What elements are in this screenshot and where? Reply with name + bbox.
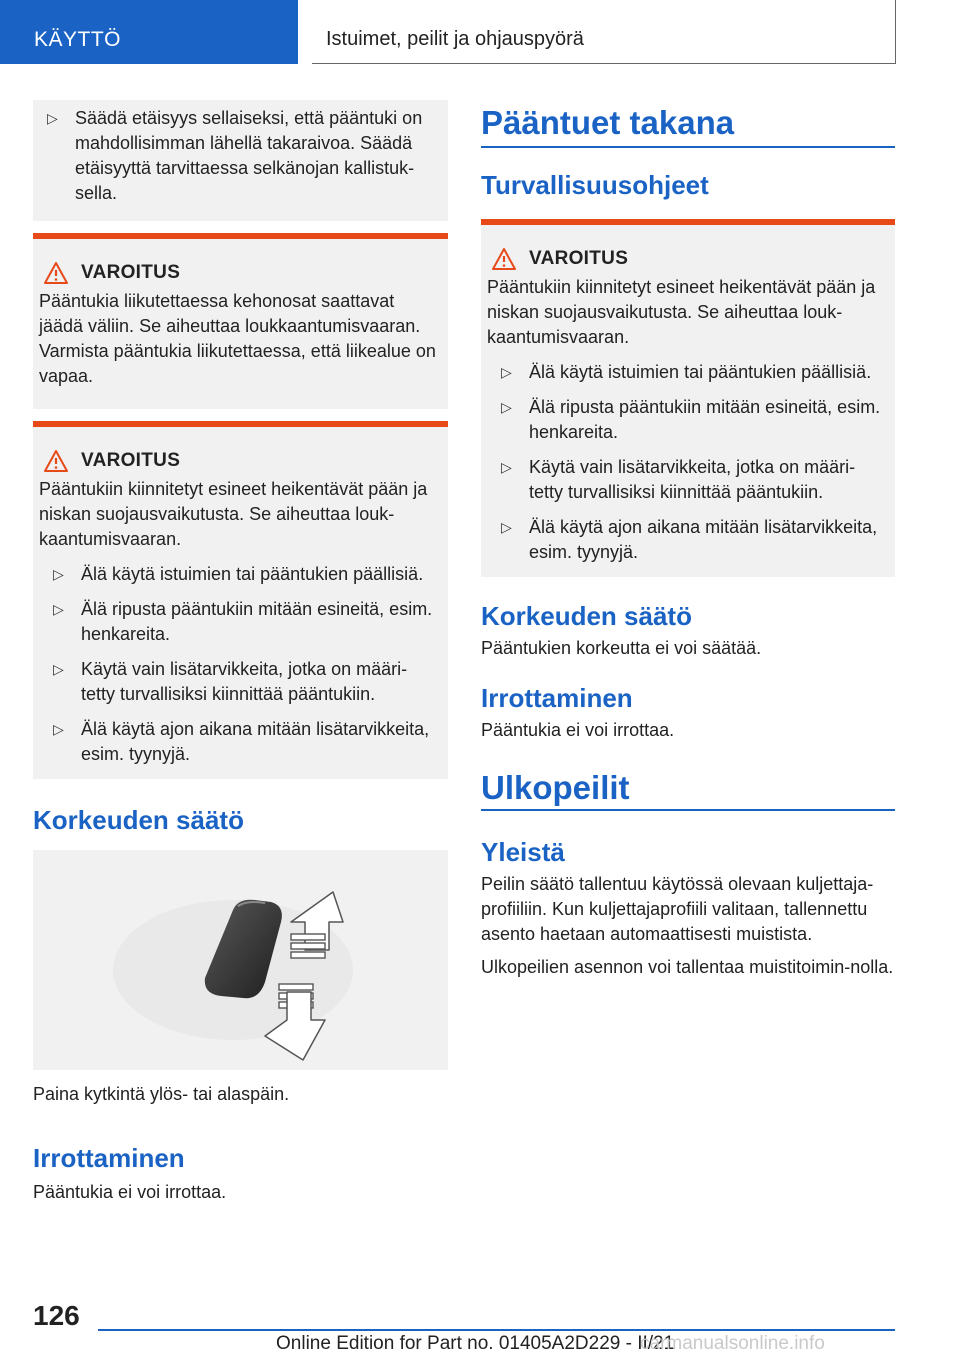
warning-text: Pääntukia liikutettaessa kehonosat saattavat jäädä väliin. Se aiheuttaa loukkaantumisvaaran. Varmista pääntukia liikutettaessa, että liikealue on vapaa. <box>39 291 436 386</box>
warning-triangle-icon <box>491 247 517 271</box>
general-paragraph-2: Ulkopeilien asennon voi tallentaa muistitoimin-nolla. <box>481 957 894 977</box>
section-title: Pääntuet takana <box>481 104 895 148</box>
intro-bullet-text: Säädä etäisyys sellaiseksi, että pääntuki on mahdollisimman lähellä takaraivoa. Säädä etäisyyttä tarvittaessa selkänojan kallistuk-sella. <box>75 108 423 203</box>
triangle-right-bullet-icon: ▷ <box>53 661 64 677</box>
height-adjust-heading: Korkeuden säätö <box>33 805 244 835</box>
warning-box-1 <box>33 233 448 409</box>
list-item <box>487 455 887 505</box>
warning-title: VAROITUS <box>81 450 181 471</box>
triangle-right-bullet-icon: ▷ <box>501 459 512 475</box>
list-item-text: Älä käytä istuimien tai pääntukien päällisiä. <box>81 564 424 584</box>
right-column <box>481 104 895 980</box>
list-item-text: Älä ripusta pääntukiin mitään esineitä, esim. henkareita. <box>529 397 881 442</box>
safety-heading: Turvallisuusohjeet <box>481 170 709 200</box>
warning-title: VAROITUS <box>81 262 181 283</box>
header-section-tab <box>0 0 298 64</box>
intro-bullet <box>33 106 440 206</box>
triangle-right-bullet-icon: ▷ <box>501 399 512 415</box>
general-paragraph-1: Peilin säätö tallentuu käytössä olevaan kuljettaja-profiiliin. Kun kuljettajaprofiili valitaan, tallennettu asento haetaan automaattisesti muistista. <box>481 874 874 944</box>
warning-box-3 <box>481 219 895 577</box>
list-item-text: Älä käytä ajon aikana mitään lisätarvikkeita, esim. tyynyjä. <box>529 517 878 562</box>
list-item <box>487 395 887 445</box>
removal-heading: Irrottaminen <box>481 683 633 713</box>
list-item-text: Älä käytä ajon aikana mitään lisätarvikkeita, esim. tyynyjä. <box>81 719 430 764</box>
triangle-right-bullet-icon: ▷ <box>53 721 64 737</box>
mirrors-title: Ulkopeilit <box>481 769 895 811</box>
warning-box-2 <box>33 421 448 779</box>
left-column <box>33 100 448 1205</box>
page-number: 126 <box>33 1300 80 1331</box>
height-adjust-caption: Paina kytkintä ylös- tai alaspäin. <box>33 1084 290 1104</box>
list-item-text: Älä käytä istuimien tai pääntukien päällisiä. <box>529 362 872 382</box>
list-item <box>39 597 440 647</box>
header-chapter-tab <box>312 0 896 64</box>
warning-title: VAROITUS <box>529 248 629 269</box>
intro-box <box>33 100 448 221</box>
removal-text: Pääntukia ei voi irrottaa. <box>481 720 675 740</box>
list-item-text: Käytä vain lisätarvikkeita, jotka on määri-tetty turvallisiksi kiinnittää pääntukiin. <box>529 457 856 502</box>
removal-heading: Irrottaminen <box>33 1143 185 1173</box>
triangle-right-bullet-icon: ▷ <box>47 110 58 126</box>
list-item <box>487 360 887 385</box>
watermark: carmanualsonline.info <box>640 1333 825 1354</box>
list-item-text: Älä ripusta pääntukiin mitään esineitä, esim. henkareita. <box>81 599 433 644</box>
list-item <box>487 515 887 565</box>
removal-text: Pääntukia ei voi irrottaa. <box>33 1182 227 1202</box>
height-adjust-text: Pääntukien korkeutta ei voi säätää. <box>481 638 762 658</box>
warning-triangle-icon <box>43 449 69 473</box>
list-item <box>39 562 440 587</box>
triangle-right-bullet-icon: ▷ <box>53 601 64 617</box>
list-item-text: Käytä vain lisätarvikkeita, jotka on määri-tetty turvallisiksi kiinnittää pääntukiin. <box>81 659 408 704</box>
list-item <box>39 717 440 767</box>
headrest-switch-illustration <box>33 850 448 1070</box>
warning-text: Pääntukiin kiinnitetyt esineet heikentävät pään ja niskan suojausvaikutusta. Se aiheuttaa louk-kaantumisvaaran. <box>39 479 428 549</box>
header-chapter-label: Istuimet, peilit ja ohjauspyörä <box>326 28 584 50</box>
triangle-right-bullet-icon: ▷ <box>501 519 512 535</box>
triangle-right-bullet-icon: ▷ <box>53 566 64 582</box>
warning-triangle-icon <box>43 261 69 285</box>
height-adjust-heading: Korkeuden säätö <box>481 601 692 631</box>
general-heading: Yleistä <box>481 837 565 867</box>
warning-text: Pääntukiin kiinnitetyt esineet heikentävät pään ja niskan suojausvaikutusta. Se aiheuttaa louk-kaantumisvaaran. <box>487 277 876 347</box>
edition-text: Online Edition for Part no. 01405A2D229 - II/21 <box>276 1333 675 1354</box>
footer-divider <box>98 1329 895 1331</box>
list-item <box>39 657 440 707</box>
triangle-right-bullet-icon: ▷ <box>501 364 512 380</box>
header-section-label: KÄYTTÖ <box>34 28 122 51</box>
